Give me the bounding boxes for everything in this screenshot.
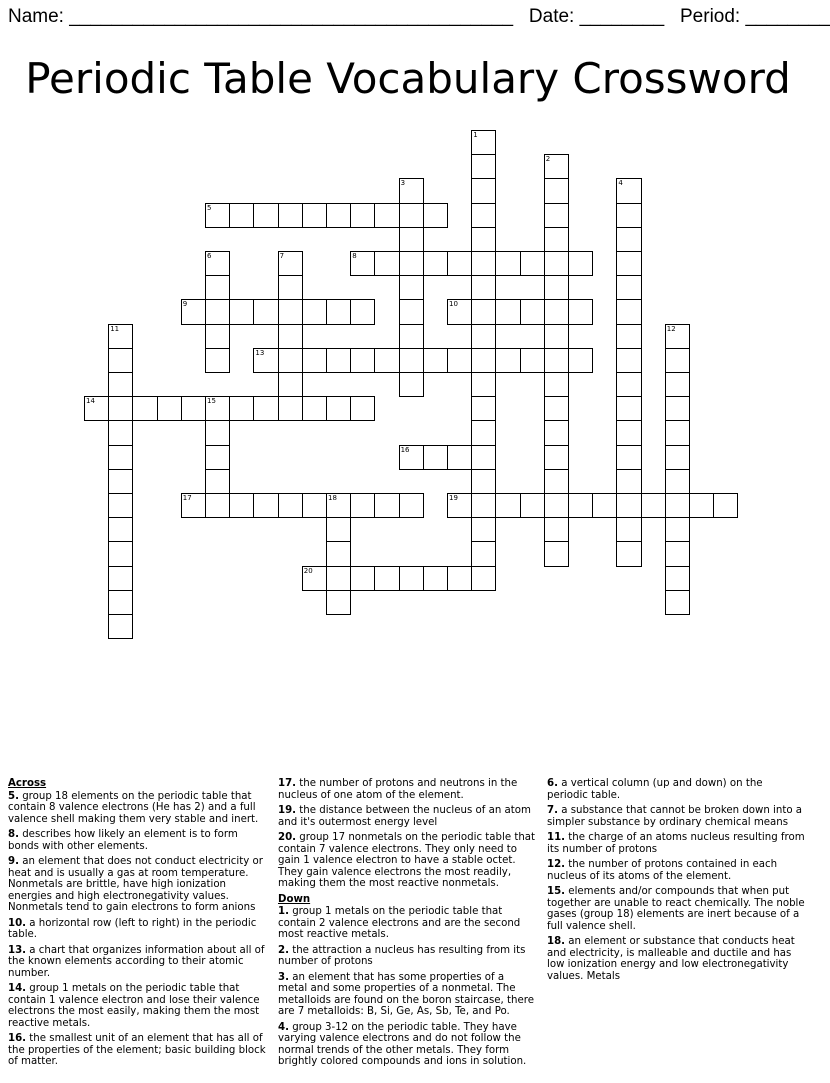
crossword-cell[interactable]	[544, 251, 569, 276]
crossword-cell[interactable]	[350, 299, 375, 324]
crossword-cell[interactable]	[471, 275, 496, 300]
crossword-cell[interactable]	[665, 541, 690, 566]
crossword-cell[interactable]	[108, 469, 133, 494]
crossword-cell[interactable]	[544, 469, 569, 494]
clue-item	[8, 791, 268, 826]
clue-item-text: a chart that organizes information about all of the known elements according to their atomic number.	[8, 944, 265, 979]
crossword-cell[interactable]	[205, 251, 230, 276]
crossword-cell[interactable]	[616, 469, 641, 494]
crossword-cell[interactable]	[350, 566, 375, 591]
crossword-cell[interactable]	[205, 348, 230, 373]
crossword-cell[interactable]	[326, 566, 351, 591]
crossword-cell[interactable]	[399, 445, 424, 470]
clue-item-text: a vertical column (up and down) on the periodic table.	[547, 778, 763, 801]
across-heading: Across	[8, 778, 47, 789]
crossword-cell[interactable]	[253, 203, 278, 228]
clue-item	[278, 805, 536, 828]
crossword-cell[interactable]	[544, 299, 569, 324]
crossword-cell[interactable]	[181, 299, 206, 324]
clue-item-text: group 1 metals on the periodic table that contain 1 valence electron and lose their valence electrons the most easily, making them the most reactive metals.	[8, 983, 260, 1029]
clue-item-number: 1.	[278, 906, 289, 917]
crossword-cell[interactable]	[229, 396, 254, 421]
crossword-cell[interactable]	[423, 203, 448, 228]
clue-column-1	[8, 778, 268, 1072]
crossword-cell[interactable]	[350, 493, 375, 518]
crossword-cell[interactable]	[616, 493, 641, 518]
crossword-cell[interactable]	[108, 445, 133, 470]
crossword-cell[interactable]	[205, 469, 230, 494]
crossword-cell[interactable]	[326, 590, 351, 615]
clue-item-text: a horizontal row (left to right) in the periodic table.	[8, 917, 257, 940]
clue-item-number: 7.	[547, 805, 558, 816]
clue-item	[547, 936, 805, 982]
crossword-cell[interactable]	[544, 348, 569, 373]
crossword-cell[interactable]	[326, 396, 351, 421]
crossword-cell[interactable]	[713, 493, 738, 518]
crossword-cell[interactable]	[108, 348, 133, 373]
crossword-cell[interactable]	[568, 348, 593, 373]
clue-item-text: the charge of an atoms nucleus resulting from its number of protons	[547, 832, 805, 855]
clue-item	[8, 945, 268, 980]
crossword-cell[interactable]	[471, 203, 496, 228]
crossword-cell[interactable]	[471, 130, 496, 155]
crossword-cell[interactable]	[278, 251, 303, 276]
crossword-cell[interactable]	[350, 251, 375, 276]
clue-number: 1	[473, 131, 478, 139]
crossword-cell[interactable]	[253, 493, 278, 518]
clue-column-2	[278, 778, 536, 1072]
clue-item-number: 10.	[8, 917, 27, 929]
crossword-cell[interactable]	[157, 396, 182, 421]
crossword-cell[interactable]	[447, 299, 472, 324]
crossword-cell[interactable]	[471, 372, 496, 397]
clue-item-text: a substance that cannot be broken down into a simpler substance by ordinary chemical means	[547, 805, 803, 828]
crossword-cell[interactable]	[447, 566, 472, 591]
crossword-cell[interactable]	[399, 203, 424, 228]
crossword-cell[interactable]	[616, 517, 641, 542]
crossword-cell[interactable]	[616, 348, 641, 373]
crossword-cell[interactable]	[471, 541, 496, 566]
crossword-cell[interactable]	[471, 251, 496, 276]
crossword-cell[interactable]	[84, 396, 109, 421]
crossword-cell[interactable]	[447, 445, 472, 470]
crossword-cell[interactable]	[544, 178, 569, 203]
crossword-cell[interactable]	[229, 493, 254, 518]
crossword-cell[interactable]	[423, 445, 448, 470]
crossword-cell[interactable]	[399, 299, 424, 324]
crossword-cell[interactable]	[544, 372, 569, 397]
crossword-cell[interactable]	[495, 348, 520, 373]
clue-number: 13	[255, 348, 265, 357]
crossword-cell[interactable]	[278, 348, 303, 373]
crossword-cell[interactable]	[326, 299, 351, 324]
clue-item	[278, 972, 536, 1018]
clue-item	[278, 906, 536, 941]
crossword-cell[interactable]	[399, 178, 424, 203]
crossword-cell[interactable]	[399, 493, 424, 518]
clue-item-number: 5.	[8, 790, 19, 802]
crossword-cell[interactable]	[181, 493, 206, 518]
crossword-cell[interactable]	[374, 348, 399, 373]
crossword-cell[interactable]	[326, 517, 351, 542]
crossword-cell[interactable]	[616, 541, 641, 566]
crossword-cell[interactable]	[520, 299, 545, 324]
crossword-cell[interactable]	[302, 348, 327, 373]
crossword-cell[interactable]	[108, 396, 133, 421]
crossword-cell[interactable]	[471, 493, 496, 518]
clue-item-text: describes how likely an element is to form bonds with other elements.	[8, 829, 238, 852]
crossword-cell[interactable]	[495, 493, 520, 518]
clue-item-text: an element that has some properties of a metal and some properties of a nonmetal. The metalloids are found on the boron staircase, there are 7 metalloids: B, Si, Ge, As, Sb, Te, and Po.	[278, 971, 534, 1017]
crossword-cell[interactable]	[447, 493, 472, 518]
crossword-cell[interactable]	[471, 348, 496, 373]
crossword-cell[interactable]	[374, 203, 399, 228]
crossword-cell[interactable]	[108, 590, 133, 615]
crossword-cell[interactable]	[205, 299, 230, 324]
crossword-cell[interactable]	[205, 203, 230, 228]
crossword-cell[interactable]	[326, 541, 351, 566]
crossword-cell[interactable]	[471, 299, 496, 324]
crossword-cell[interactable]	[544, 396, 569, 421]
crossword-cell[interactable]	[616, 396, 641, 421]
crossword-cell[interactable]	[278, 372, 303, 397]
period-label: Period:	[680, 6, 741, 27]
crossword-cell[interactable]	[616, 420, 641, 445]
crossword-cell[interactable]	[665, 517, 690, 542]
clue-item	[547, 832, 805, 855]
crossword-cell[interactable]	[471, 227, 496, 252]
crossword-cell[interactable]	[108, 566, 133, 591]
clue-number: 14	[86, 397, 95, 406]
clue-item-text: the number of protons contained in each nucleus of its atoms of the element.	[547, 859, 778, 882]
clue-item	[278, 1022, 536, 1068]
crossword-cell[interactable]	[326, 493, 351, 518]
clue-item-number: 16.	[8, 1033, 27, 1044]
crossword-cell[interactable]	[641, 493, 666, 518]
crossword-cell[interactable]	[471, 154, 496, 179]
clue-item	[547, 778, 805, 801]
crossword-cell[interactable]	[302, 493, 327, 518]
crossword-cell[interactable]	[568, 493, 593, 518]
crossword-cell[interactable]	[374, 251, 399, 276]
crossword-cell[interactable]	[544, 275, 569, 300]
clue-item-number: 19.	[278, 805, 297, 816]
clue-number: 18	[328, 494, 337, 502]
crossword-cell[interactable]	[399, 372, 424, 397]
crossword-cell[interactable]	[350, 396, 375, 421]
crossword-cell[interactable]	[205, 324, 230, 349]
crossword-cell[interactable]	[471, 445, 496, 470]
crossword-cell[interactable]	[447, 251, 472, 276]
clue-item-number: 12.	[547, 859, 566, 870]
crossword-cell[interactable]	[108, 493, 133, 518]
clue-number: 4	[618, 179, 623, 188]
down-heading: Down	[278, 893, 311, 905]
clue-item	[547, 886, 805, 932]
crossword-cell[interactable]	[374, 493, 399, 518]
clue-number: 19	[449, 494, 458, 502]
clue-item-number: 2.	[278, 944, 289, 956]
crossword-cell[interactable]	[665, 445, 690, 470]
crossword-cell[interactable]	[108, 324, 133, 349]
crossword-cell[interactable]	[108, 420, 133, 445]
crossword-cell[interactable]	[665, 469, 690, 494]
clue-number: 16	[400, 445, 410, 454]
clue-item	[8, 1033, 268, 1068]
crossword-cell[interactable]	[278, 493, 303, 518]
crossword-cell[interactable]	[592, 493, 617, 518]
crossword-cell[interactable]	[544, 445, 569, 470]
crossword-cell[interactable]	[181, 396, 206, 421]
crossword-cell[interactable]	[399, 251, 424, 276]
crossword-cell[interactable]	[132, 396, 157, 421]
crossword-cell[interactable]	[399, 348, 424, 373]
crossword-cell[interactable]	[544, 517, 569, 542]
clue-item	[278, 832, 536, 890]
crossword-cell[interactable]	[278, 203, 303, 228]
header-line	[8, 6, 830, 28]
crossword-cell[interactable]	[253, 299, 278, 324]
clue-item-number: 8.	[8, 829, 19, 840]
crossword-cell[interactable]	[302, 566, 327, 591]
clue-number: 9	[182, 300, 188, 309]
clue-item	[8, 983, 268, 1029]
crossword-cell[interactable]	[278, 324, 303, 349]
period-blank[interactable]: ________	[745, 6, 830, 27]
crossword-cell[interactable]	[520, 348, 545, 373]
clue-item-number: 4.	[278, 1021, 289, 1033]
crossword-cell[interactable]	[544, 227, 569, 252]
clue-item	[8, 856, 268, 914]
crossword-cell[interactable]	[471, 420, 496, 445]
crossword-cell[interactable]	[471, 178, 496, 203]
clue-item-number: 3.	[278, 971, 289, 983]
crossword-cell[interactable]	[616, 227, 641, 252]
clue-item	[547, 859, 805, 882]
crossword-cell[interactable]	[229, 203, 254, 228]
clue-item-text: an element or substance that conducts heat and electricity, is malleable and ductile and has low ionization energy and low electronegativity values. Metals	[547, 936, 795, 982]
clue-number: 11	[110, 324, 120, 333]
crossword-cell[interactable]	[616, 324, 641, 349]
crossword-cell[interactable]	[399, 227, 424, 252]
clue-item-number: 15.	[547, 886, 566, 897]
clue-number: 3	[400, 179, 406, 188]
crossword-cell[interactable]	[229, 299, 254, 324]
crossword-cell[interactable]	[495, 299, 520, 324]
crossword-cell[interactable]	[108, 614, 133, 639]
crossword-cell[interactable]	[302, 203, 327, 228]
clue-item-number: 14.	[8, 983, 27, 994]
crossword-cell[interactable]	[326, 203, 351, 228]
clue-number: 2	[545, 155, 551, 164]
clue-item-number: 9.	[8, 856, 19, 867]
clue-item-text: the attraction a nucleus has resulting from its number of protons	[278, 944, 526, 967]
crossword-cell[interactable]	[350, 203, 375, 228]
crossword-cell[interactable]	[665, 566, 690, 591]
clue-item	[8, 918, 268, 941]
name-label: Name:	[8, 6, 64, 27]
clue-item-number: 13.	[8, 944, 27, 956]
clue-item	[547, 805, 805, 828]
clue-column-3	[547, 778, 805, 986]
crossword-cell[interactable]	[278, 275, 303, 300]
crossword-cell[interactable]	[616, 178, 641, 203]
clue-item-text: group 1 metals on the periodic table that contain 2 valence electrons and are the second most reactive metals.	[278, 906, 521, 940]
crossword-cell[interactable]	[423, 251, 448, 276]
date-label: Date:	[528, 6, 575, 27]
clue-item-text: the number of protons and neutrons in the nucleus of one atom of the element.	[278, 778, 518, 801]
crossword-cell[interactable]	[520, 251, 545, 276]
crossword-cell[interactable]	[616, 203, 641, 228]
crossword-cell[interactable]	[544, 324, 569, 349]
crossword-cell[interactable]	[665, 372, 690, 397]
crossword-cell[interactable]	[689, 493, 714, 518]
crossword-cell[interactable]	[568, 251, 593, 276]
clue-number: 6	[207, 252, 212, 260]
crossword-cell[interactable]	[108, 372, 133, 397]
crossword-cell[interactable]	[471, 396, 496, 421]
clue-item-text: elements and/or compounds that when put together are unable to react chemically. The noble gases (group 18) elements are inert because of a full valence shell.	[547, 886, 805, 932]
clue-number: 5	[207, 203, 212, 212]
crossword-cell[interactable]	[665, 324, 690, 349]
crossword-cell[interactable]	[544, 541, 569, 566]
crossword-cell[interactable]	[205, 445, 230, 470]
crossword-cell[interactable]	[374, 566, 399, 591]
page-title: Periodic Table Vocabulary Crossword	[25, 54, 791, 103]
crossword-cell[interactable]	[616, 372, 641, 397]
clue-number: 8	[352, 252, 357, 260]
crossword-cell[interactable]	[423, 348, 448, 373]
crossword-cell[interactable]	[253, 396, 278, 421]
crossword-cell[interactable]	[108, 517, 133, 542]
clue-number: 12	[666, 324, 676, 333]
crossword-cell[interactable]	[665, 420, 690, 445]
clue-item-number: 20.	[278, 832, 297, 843]
crossword-cell[interactable]	[278, 396, 303, 421]
clue-number: 17	[182, 494, 192, 502]
clue-number: 20	[303, 566, 313, 575]
crossword-cell[interactable]	[616, 445, 641, 470]
clue-item-number: 18.	[547, 936, 566, 947]
crossword-cell[interactable]	[423, 566, 448, 591]
crossword-cell[interactable]	[205, 396, 230, 421]
clue-item	[278, 778, 536, 801]
crossword-cell[interactable]	[205, 420, 230, 445]
crossword-cell[interactable]	[399, 566, 424, 591]
crossword-cell[interactable]	[399, 324, 424, 349]
crossword-cell[interactable]	[665, 396, 690, 421]
crossword-cell[interactable]	[665, 348, 690, 373]
crossword-cell[interactable]	[544, 203, 569, 228]
clue-item-text: the smallest unit of an element that has all of the properties of the element; basic building block of matter.	[8, 1033, 266, 1067]
crossword-cell[interactable]	[665, 590, 690, 615]
clue-item-text: group 3-12 on the periodic table. They have varying valence electrons and do not follow the normal trends of the other metals. They form brightly colored compounds and ions in solution.	[278, 1021, 527, 1067]
crossword-cell[interactable]	[616, 275, 641, 300]
crossword-cell[interactable]	[471, 469, 496, 494]
crossword-cell[interactable]	[616, 299, 641, 324]
crossword-cell[interactable]	[302, 299, 327, 324]
crossword-cell[interactable]	[495, 251, 520, 276]
crossword-cell[interactable]	[326, 348, 351, 373]
crossword-cell[interactable]	[205, 275, 230, 300]
crossword-cell[interactable]	[253, 348, 278, 373]
clue-item-text: group 18 elements on the periodic table that contain 8 valence electrons (He has 2) and a full valence shell making them very stable and inert.	[8, 790, 259, 825]
clue-number: 10	[449, 300, 458, 309]
crossword-cell[interactable]	[616, 251, 641, 276]
clue-item-number: 11.	[547, 832, 566, 843]
clue-item	[278, 945, 536, 968]
clue-item-text: an element that does not conduct electricity or heat and is usually a gas at room temperature. Nonmetals are brittle, have high ionization energies and high electronegativity values. Nonmetals tend to gain electrons to form anions	[8, 856, 263, 913]
crossword-cell[interactable]	[544, 420, 569, 445]
crossword-cell[interactable]	[278, 299, 303, 324]
crossword-cell[interactable]	[520, 493, 545, 518]
crossword-cell[interactable]	[205, 493, 230, 518]
crossword-cell[interactable]	[399, 275, 424, 300]
crossword-cell[interactable]	[302, 396, 327, 421]
clue-item-number: 6.	[547, 778, 558, 789]
crossword-cell[interactable]	[544, 493, 569, 518]
crossword-cell[interactable]	[471, 324, 496, 349]
clue-item	[8, 829, 268, 852]
date-blank[interactable]: ________	[579, 6, 665, 27]
clue-number: 7	[279, 252, 285, 260]
crossword-cell[interactable]	[471, 566, 496, 591]
clue-item-number: 17.	[278, 778, 297, 789]
crossword-cell[interactable]	[665, 493, 690, 518]
crossword-cell[interactable]	[350, 348, 375, 373]
crossword-cell[interactable]	[108, 541, 133, 566]
name-blank[interactable]: __________________________________________	[69, 6, 514, 27]
crossword-cell[interactable]	[447, 348, 472, 373]
clue-item-text: the distance between the nucleus of an atom and it's outermost energy level	[278, 805, 531, 828]
crossword-cell[interactable]	[544, 154, 569, 179]
clue-item-text: group 17 nonmetals on the periodic table that contain 7 valence electrons. They only need to gain 1 valence electron to have a stable octet. They gain valence electrons the most readily, making them the most reactive nonmetals.	[278, 832, 536, 889]
crossword-cell[interactable]	[471, 517, 496, 542]
clue-number: 15	[207, 397, 216, 406]
crossword-cell[interactable]	[568, 299, 593, 324]
